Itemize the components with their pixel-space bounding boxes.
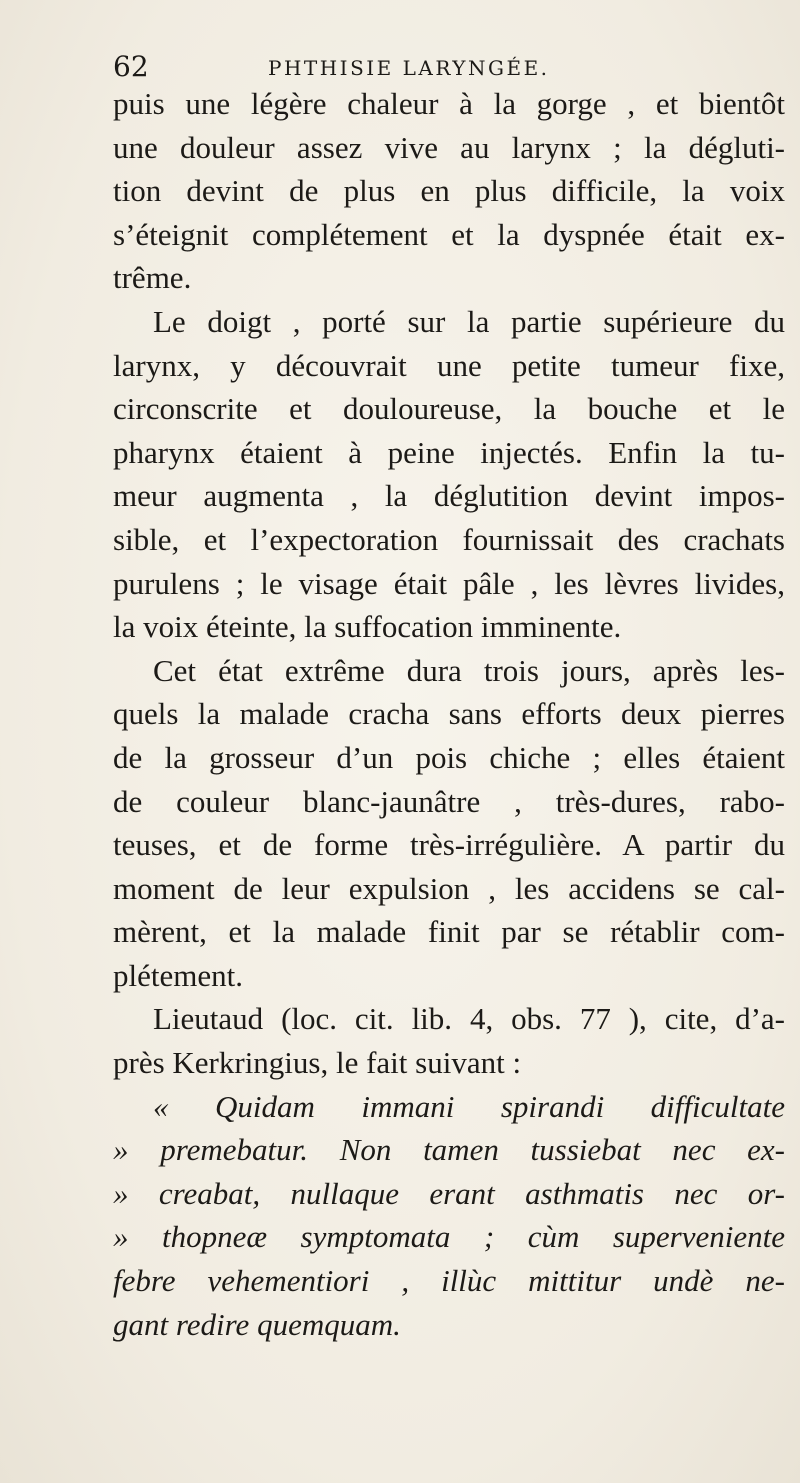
text-line: près Kerkringius, le fait suivant : bbox=[113, 1045, 522, 1081]
text-line: une douleur assez vive au larynx ; la dégluti- bbox=[113, 129, 785, 165]
text-line: Cet état extrême dura trois jours, après les- bbox=[153, 652, 785, 688]
text-line: la voix éteinte, la suffocation imminente. bbox=[113, 609, 622, 645]
text-line: quels la malade cracha sans efforts deux pierres bbox=[113, 696, 785, 732]
text-line: circonscrite et douloureuse, la bouche et le bbox=[113, 391, 785, 427]
text-line: mèrent, et la malade finit par se rétablir com- bbox=[113, 914, 785, 950]
text-line: plétement. bbox=[113, 957, 243, 993]
text-line: Le doigt , porté sur la partie supérieure du bbox=[153, 303, 785, 339]
text-line: meur augmenta , la déglutition devint impos- bbox=[113, 478, 785, 514]
text-line: teuses, et de forme très-irrégulière. A partir du bbox=[113, 827, 785, 863]
latin-quote-line: febre vehementiori , illùc mittitur undè ne- bbox=[113, 1263, 785, 1299]
page-header bbox=[113, 50, 785, 86]
latin-quote-line: « Quidam immani spirandi difficultate bbox=[153, 1088, 785, 1124]
latin-quote-line: gant redire quemquam. bbox=[113, 1306, 401, 1342]
text-line: larynx, y découvrait une petite tumeur fixe, bbox=[113, 347, 785, 383]
text-line: trême. bbox=[113, 260, 192, 296]
text-line: Lieutaud (loc. cit. lib. 4, obs. 77 ), cite, d’a- bbox=[153, 1001, 785, 1037]
text-line: moment de leur expulsion , les accidens se cal- bbox=[113, 870, 785, 906]
text-line: purulens ; le visage était pâle , les lèvres livides, bbox=[113, 565, 785, 601]
text-line: tion devint de plus en plus difficile, la voix bbox=[113, 173, 785, 209]
latin-quote-line: » creabat, nullaque erant asthmatis nec or- bbox=[113, 1175, 785, 1211]
text-line: de la grosseur d’un pois chiche ; elles étaient bbox=[113, 739, 785, 775]
running-title: PHTHISIE LARYNGÉE. bbox=[268, 56, 550, 80]
text-line: puis une légère chaleur à la gorge , et bientôt bbox=[113, 86, 785, 121]
body-text bbox=[113, 82, 785, 1346]
text-line: pharynx étaient à peine injectés. Enfin la tu- bbox=[113, 434, 785, 470]
latin-quote-line: » premebatur. Non tamen tussiebat nec ex- bbox=[113, 1132, 785, 1168]
text-line: s’éteignit complétement et la dyspnée était ex- bbox=[113, 216, 785, 252]
text-line: de couleur blanc-jaunâtre , très-dures, rabo- bbox=[113, 783, 785, 819]
latin-quote-line: » thopneæ symptomata ; cùm superveniente bbox=[113, 1219, 785, 1255]
page-number: 62 bbox=[113, 50, 149, 83]
text-line: sible, et l’expectoration fournissait des crachats bbox=[113, 521, 785, 557]
